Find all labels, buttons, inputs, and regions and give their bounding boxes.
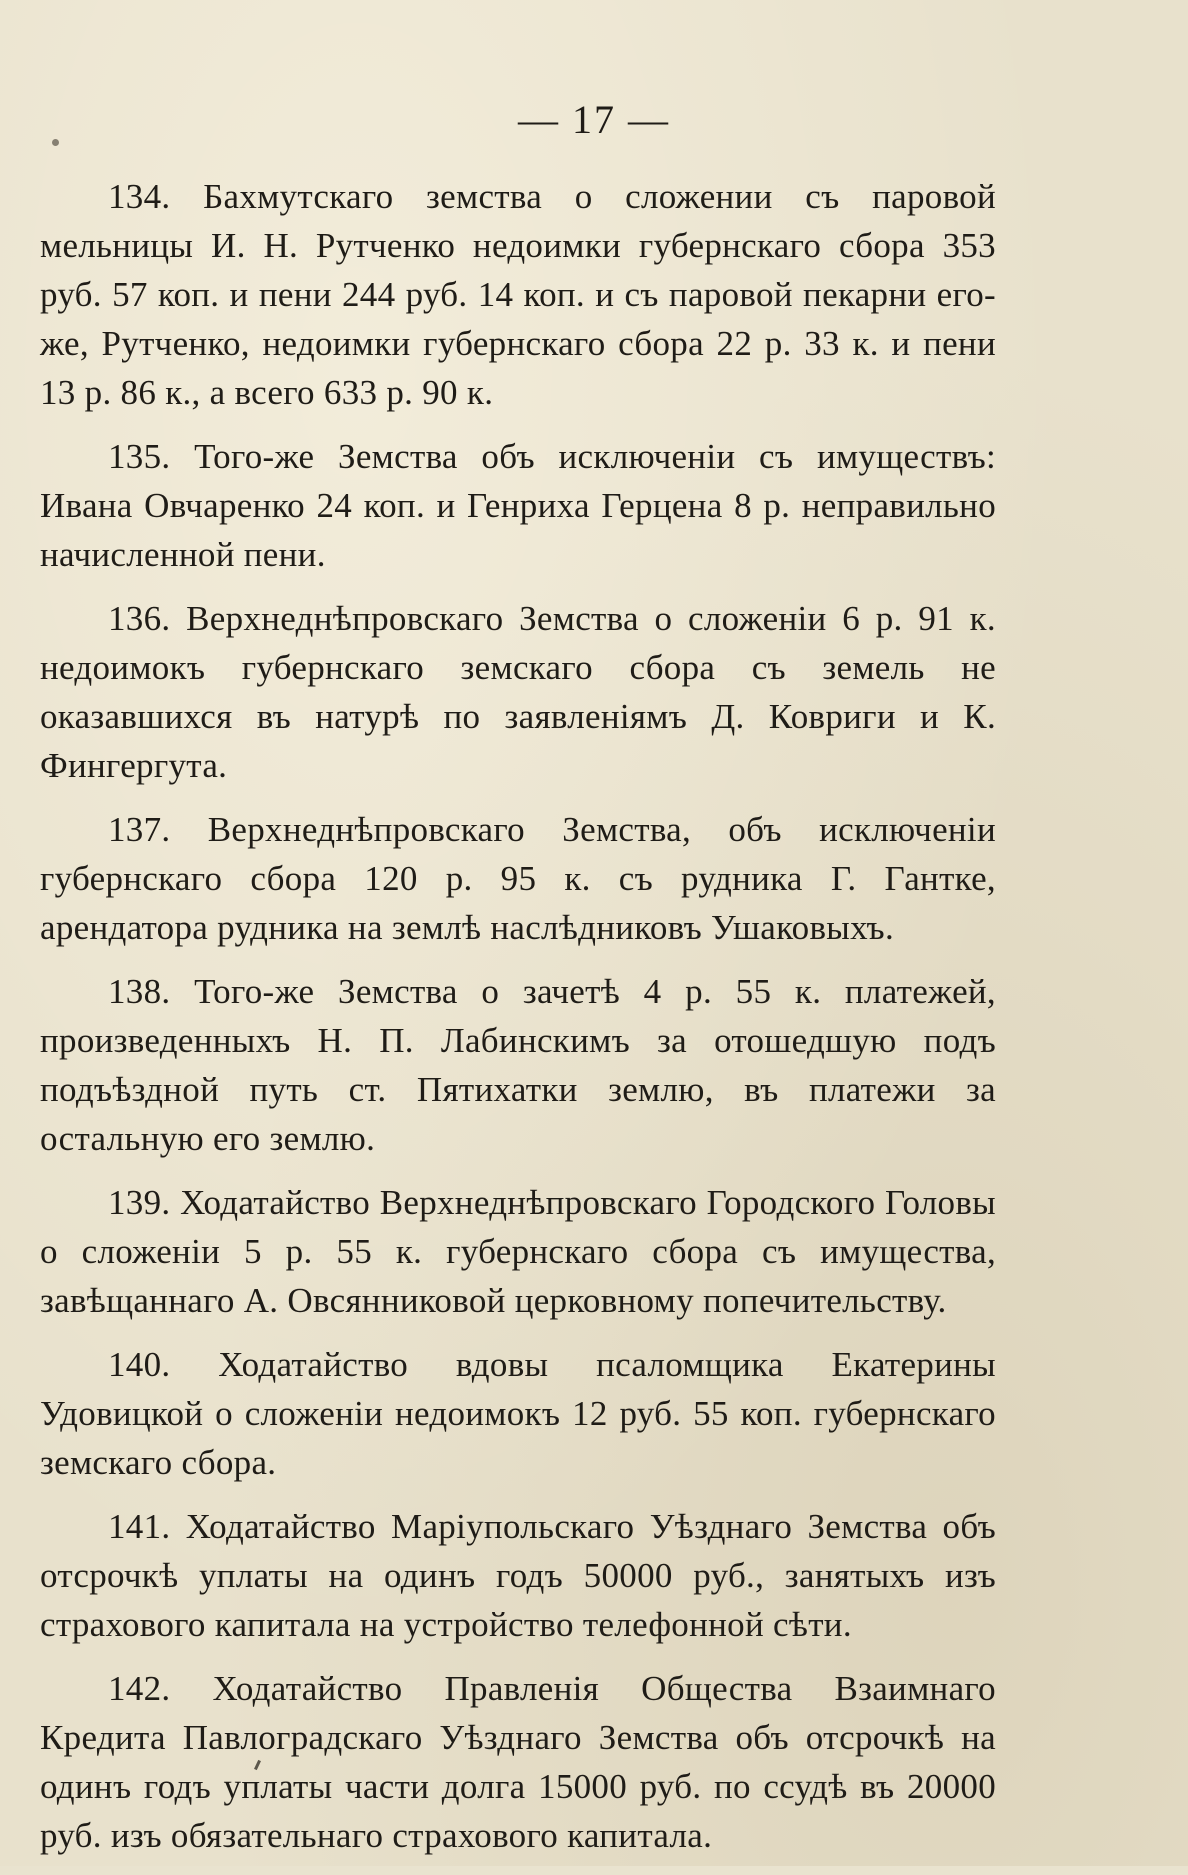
- document-body: [40, 172, 996, 1875]
- item-139: 139. Ходатайство Верхнеднѣпровскаго Городского Головы о сложенiи 5 р. 55 к. губернскаго сбора съ имущества, завѣщаннаго А. Овсянниковой церковному попечительству.: [40, 1183, 996, 1320]
- item-135: 135. Того-же Земства объ исключенiи съ имуществъ: Ивана Овчаренко 24 коп. и Генриха Герцена 8 р. неправильно начисленной пени.: [40, 437, 996, 574]
- item-134: 134. Бахмутскаго земства о сложении съ паровой мельницы И. Н. Рутченко недоимки губернскаго сбора 353 руб. 57 коп. и пени 244 руб. 14 коп. и съ паровой пекарни его-же, Рутченко, недоимки губернскаго сбора 22 р. 33 к. и пени 13 р. 86 к., а всего 633 р. 90 к.: [40, 177, 996, 412]
- item-137: 137. Верхнеднѣпровскаго Земства, объ исключенiи губернскаго сбора 120 р. 95 к. съ рудника Г. Гантке, арендатора рудника на землѣ наслѣдниковъ Ушаковыхъ.: [40, 810, 996, 947]
- item-142: 142. Ходатайство Правленiя Общества Взаимнаго Кредита Павлоградскаго Уѣзднаго Земства объ отсрочкѣ на одинъ годъ уплаты части долга 15000 руб. по ссудѣ въ 20000 руб. изъ обязательнаго страхового капитала.: [40, 1669, 996, 1855]
- item-138: 138. Того-же Земства о зачетѣ 4 р. 55 к. платежей, произведенныхъ Н. П. Лабинскимъ за отошедшую подъ подъѣздной путь ст. Пятихатки землю, въ платежи за остальную его землю.: [40, 972, 996, 1158]
- item-141: 141. Ходатайство Марiупольскаго Уѣзднаго Земства объ отсрочкѣ уплаты на одинъ годъ 50000 руб., занятыхъ изъ страхового капитала на устройство телефонной сѣти.: [40, 1507, 996, 1644]
- item-136: 136. Верхнеднѣпровскаго Земства о сложенiи 6 р. 91 к. недоимокъ губернскаго земскаго сбора съ земель не оказавшихся въ натурѣ по заявленiямъ Д. Ковриги и К. Фингергута.: [40, 599, 996, 785]
- page-number: — 17 —: [518, 97, 670, 142]
- item-140: 140. Ходатайство вдовы псаломщика Екатерины Удовицкой о сложенiи недоимокъ 12 руб. 55 коп. губернскаго земскаго сбора.: [40, 1345, 996, 1482]
